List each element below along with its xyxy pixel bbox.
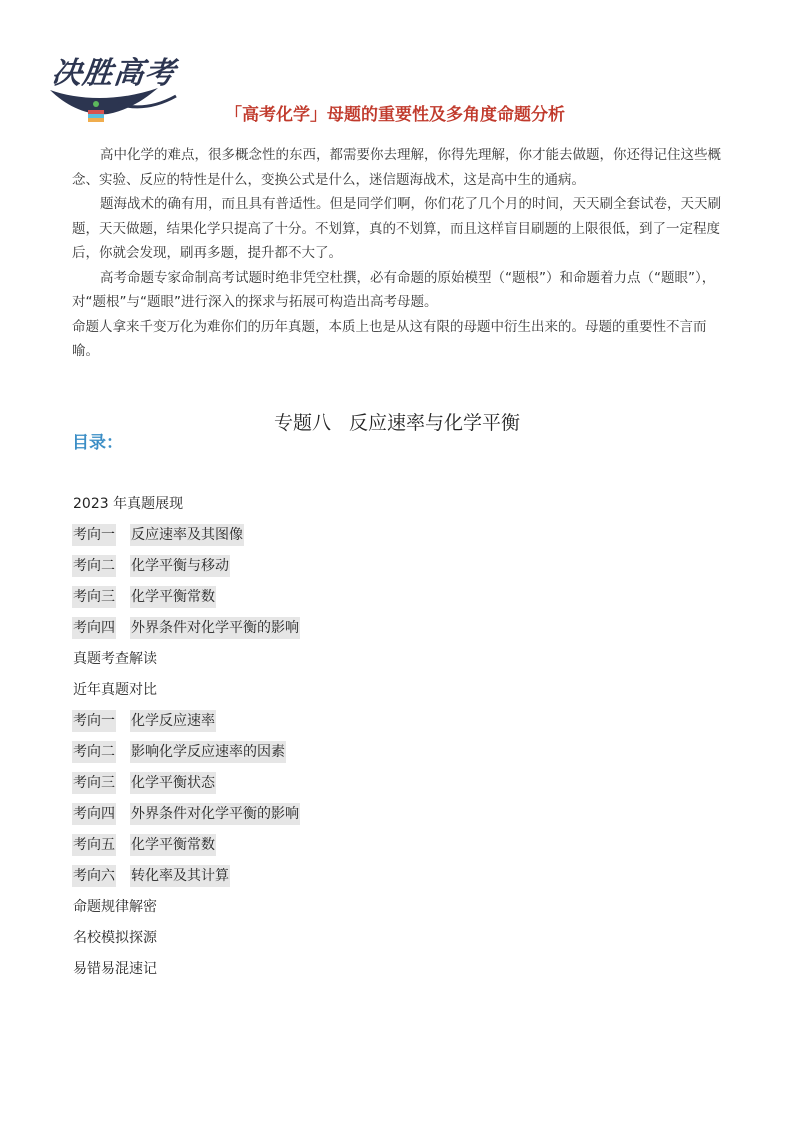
toc-item-label: 考向五 (72, 834, 116, 856)
intro-paragraph: 高考命题专家命制高考试题时绝非凭空杜撰，必有命题的原始模型（“题根”）和命题着力点（“题眼”），对“题根”与“题眼”进行深入的探求与拓展可构造出高考母题。 (72, 269, 716, 310)
toc-item-label: 名校模拟探源 (73, 930, 157, 946)
toc-item[interactable] (72, 493, 300, 524)
toc-item[interactable] (72, 927, 300, 958)
toc-item[interactable] (72, 524, 300, 555)
topic-title: 专题八 反应速率与化学平衡 (273, 412, 521, 434)
toc-item-label: 考向二 (72, 555, 116, 577)
toc-item[interactable] (72, 648, 300, 679)
toc-item[interactable] (72, 958, 300, 989)
toc-item-subtitle: 外界条件对化学平衡的影响 (130, 617, 300, 639)
logo-text: 决胜高考 (49, 56, 178, 91)
toc-item[interactable] (72, 896, 300, 927)
toc-item[interactable] (72, 803, 300, 834)
toc-item-label: 考向三 (72, 772, 116, 794)
toc-item-subtitle: 化学平衡常数 (130, 586, 216, 608)
toc-heading: 目录： (72, 433, 123, 453)
toc-item[interactable] (72, 772, 300, 803)
toc-item-label: 考向六 (72, 865, 116, 887)
toc-item-subtitle: 外界条件对化学平衡的影响 (130, 803, 300, 825)
toc-item[interactable] (72, 555, 300, 586)
toc-item[interactable] (72, 617, 300, 648)
intro-paragraph: 命题人拿来千变万化为难你们的历年真题，本质上也是从这有限的母题中衍生出来的。母题的重要性不言而喻。 (72, 318, 707, 359)
toc-item-label: 考向二 (72, 741, 116, 763)
toc-item-label: 近年真题对比 (73, 682, 157, 698)
toc-item[interactable] (72, 865, 300, 896)
toc-item-label: 考向四 (72, 803, 116, 825)
toc-item[interactable] (72, 710, 300, 741)
toc-item-subtitle: 影响化学反应速率的因素 (130, 741, 286, 763)
toc-item-subtitle: 化学反应速率 (130, 710, 216, 732)
page-title: 「高考化学」母题的重要性及多角度命题分析 (225, 105, 565, 125)
brand-logo (48, 44, 180, 128)
toc-item-subtitle: 转化率及其计算 (130, 865, 230, 887)
table-of-contents (72, 493, 300, 989)
toc-item-label: 命题规律解密 (73, 899, 157, 915)
toc-item-subtitle: 化学平衡状态 (130, 772, 216, 794)
toc-item-label: 易错易混速记 (73, 961, 157, 977)
toc-item[interactable] (72, 834, 300, 865)
intro-section (72, 143, 724, 364)
toc-item-label: 考向四 (72, 617, 116, 639)
intro-paragraph: 高中化学的难点，很多概念性的东西，都需要你去理解，你得先理解，你才能去做题，你还得记住这些概念、实验、反应的特性是什么，变换公式是什么，迷信题海战术，这是高中生的通病。 (72, 147, 721, 188)
toc-item-label: 考向一 (72, 524, 116, 546)
toc-item[interactable] (72, 741, 300, 772)
toc-item[interactable] (72, 586, 300, 617)
toc-item[interactable] (72, 679, 300, 710)
toc-item-label: 考向三 (72, 586, 116, 608)
toc-item-label: 考向一 (72, 710, 116, 732)
toc-item-subtitle: 反应速率及其图像 (130, 524, 244, 546)
toc-item-subtitle: 化学平衡与移动 (130, 555, 230, 577)
toc-item-label: 2023 年真题展现 (73, 496, 184, 512)
intro-paragraph: 题海战术的确有用，而且具有普适性。但是同学们啊，你们花了几个月的时间，天天刷全套试卷，天天刷题，天天做题，结果化学只提高了十分。不划算，真的不划算，而且这样盲目刷题的上限很低，到了一定程度后，你就会发现，刷再多题，提升都不大了。 (72, 196, 721, 261)
toc-item-subtitle: 化学平衡常数 (130, 834, 216, 856)
toc-item-label: 真题考查解读 (73, 651, 157, 667)
